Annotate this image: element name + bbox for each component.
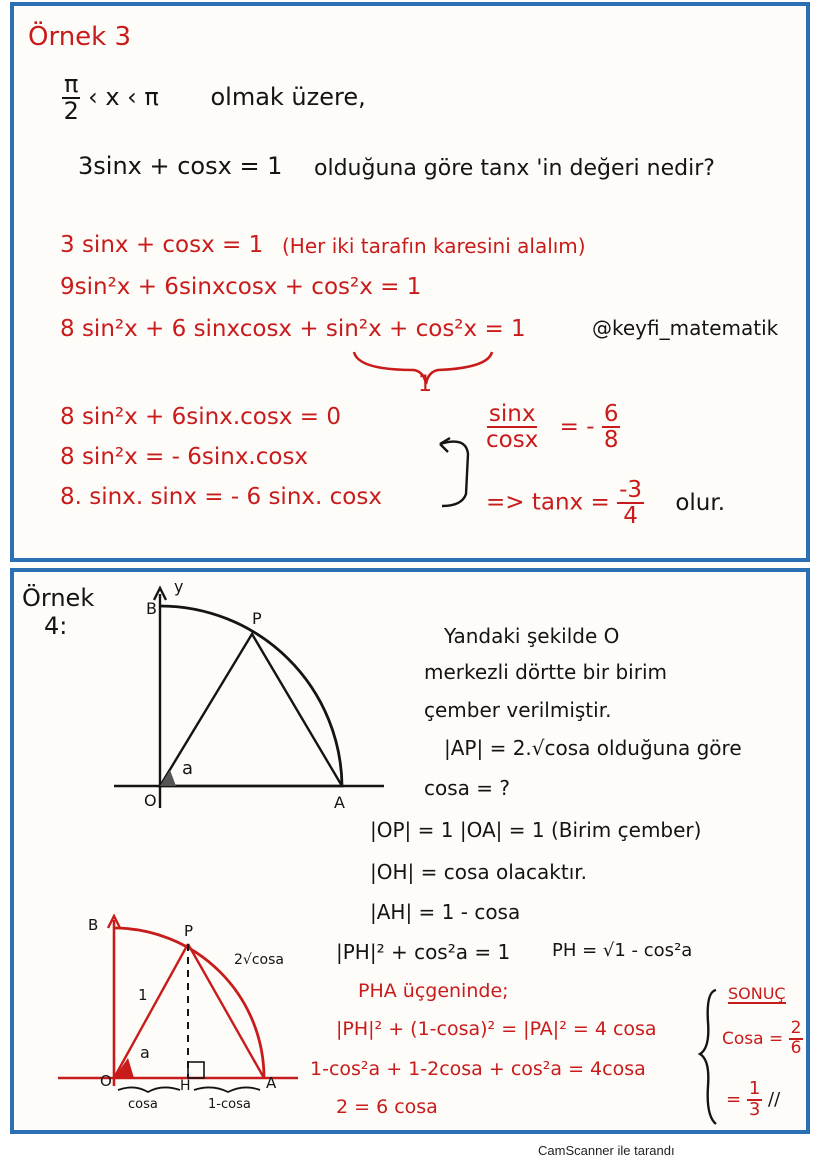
label-alpha: a [182, 758, 194, 779]
solution-figure [48, 908, 308, 1128]
problem-line-4: |AP| = 2.√cosa olduğuna göre [444, 736, 742, 760]
fig2-op [114, 944, 188, 1078]
example-3-panel [10, 2, 810, 562]
fig2-label-p: P [184, 922, 194, 940]
problem-line-3: çember verilmiştir. [424, 698, 612, 722]
fig2-label-a: A [266, 1074, 277, 1092]
fig2-label-cosa: cosa [128, 1097, 158, 1112]
step-1: 3 sinx + cosx = 1 [60, 232, 264, 258]
label-a: A [334, 793, 345, 812]
result-title: SONUÇ [728, 984, 786, 1003]
minus-three-quarters: $\frac{-3}{4}$ [619, 477, 642, 530]
fig2-label-ap: 2√cosa [234, 952, 284, 968]
fig2-label-h: H [180, 1078, 191, 1094]
pi-over-2-fraction: $\frac{\pi}{2}$ [63, 70, 79, 126]
quarter-circle-figure [94, 578, 394, 848]
result-tan: => tanx = $\frac{-3}{4}$ olur. [486, 477, 726, 530]
label-o: O [144, 791, 157, 810]
result-cosa: Cosa = $\frac{2}{6}$ [722, 1018, 802, 1058]
right-angle-marker [188, 1062, 204, 1078]
problem-line-5: cosa = ? [424, 776, 510, 800]
fig2-label-b: B [88, 916, 99, 934]
solution-line-1: |OP| = 1 |OA| = 1 (Birim çember) [370, 818, 702, 842]
result-final: = $\frac{1}{3}$ // [726, 1078, 781, 1120]
solution-line-5: PHA üçgeninde; [358, 980, 509, 1002]
handle: @keyfi_matematik [592, 316, 779, 340]
step-6: 8. sinx. sinx = - 6 sinx. cosx [60, 484, 382, 510]
label-b: B [146, 599, 157, 618]
question-text: olduğuna göre tanx 'in değeri nedir? [314, 156, 715, 181]
solution-line-3: |AH| = 1 - cosa [370, 900, 521, 924]
two-over-six: $\frac{2}{6}$ [790, 1018, 802, 1058]
example-4-panel [10, 568, 810, 1134]
solution-line-6: |PH|² + (1-cosa)² = |PA|² = 4 cosa [336, 1018, 657, 1040]
cosa-brace [118, 1087, 180, 1092]
problem-line-1: Yandaki şekilde O [444, 624, 620, 648]
solution-line-8: 2 = 6 cosa [336, 1096, 438, 1118]
one-over-three: $\frac{1}{3}$ [748, 1078, 761, 1120]
question-equation: 3sinx + cosx = 1 [78, 152, 283, 180]
onecosa-brace [194, 1087, 260, 1092]
problem-line-2: merkezli dörtte bir birim [424, 660, 667, 684]
label-y: y [174, 578, 184, 596]
fig2-label-onecosa: 1-cosa [208, 1097, 251, 1112]
solution-line-4: |PH|² + cos²a = 1 [336, 940, 511, 964]
step-2: 9sin²x + 6sinxcosx + cos²x = 1 [60, 274, 422, 300]
solution-line-7: 1-cos²a + 1-2cosa + cos²a = 4cosa [310, 1058, 646, 1080]
solution-line-4b: PH = √1 - cos²a [552, 940, 693, 961]
step-5: 8 sin²x = - 6sinx.cosx [60, 444, 309, 470]
example-4-number: 4: [44, 612, 68, 640]
fig2-label-alpha: a [140, 1043, 150, 1062]
scanner-footer: CamScanner ile tarandı [538, 1143, 675, 1158]
fig2-label-one: 1 [138, 986, 148, 1004]
result-brace [700, 990, 716, 1124]
step-4: 8 sin²x + 6sinx.cosx = 0 [60, 404, 341, 430]
example-4-title: Örnek [22, 584, 95, 612]
ratio: $\frac{\sin x}{\cos x}$ = - $\frac{6}{8}$ [486, 401, 619, 454]
example-3-title: Örnek 3 [28, 22, 132, 52]
link-arrow [440, 442, 468, 506]
arrow-head [440, 438, 450, 452]
solution-line-2: |OH| = cosa olacaktır. [370, 860, 588, 884]
step-1-note: (Her iki tarafın karesini alalım) [282, 234, 586, 258]
condition: $\frac{\pi}{2}$ ‹ x ‹ π olmak üzere, [63, 70, 366, 126]
step-3: 8 sin²x + 6 sinxcosx + sin²x + cos²x = 1 [60, 316, 526, 342]
brace-value: 1 [418, 372, 432, 397]
fig2-label-o: O [100, 1072, 112, 1090]
brace-svg [14, 6, 806, 558]
six-over-eight: $\frac{6}{8}$ [603, 401, 619, 454]
sin-over-cos: $\frac{\sin x}{\cos x}$ [486, 401, 539, 454]
label-p: P [252, 609, 262, 628]
